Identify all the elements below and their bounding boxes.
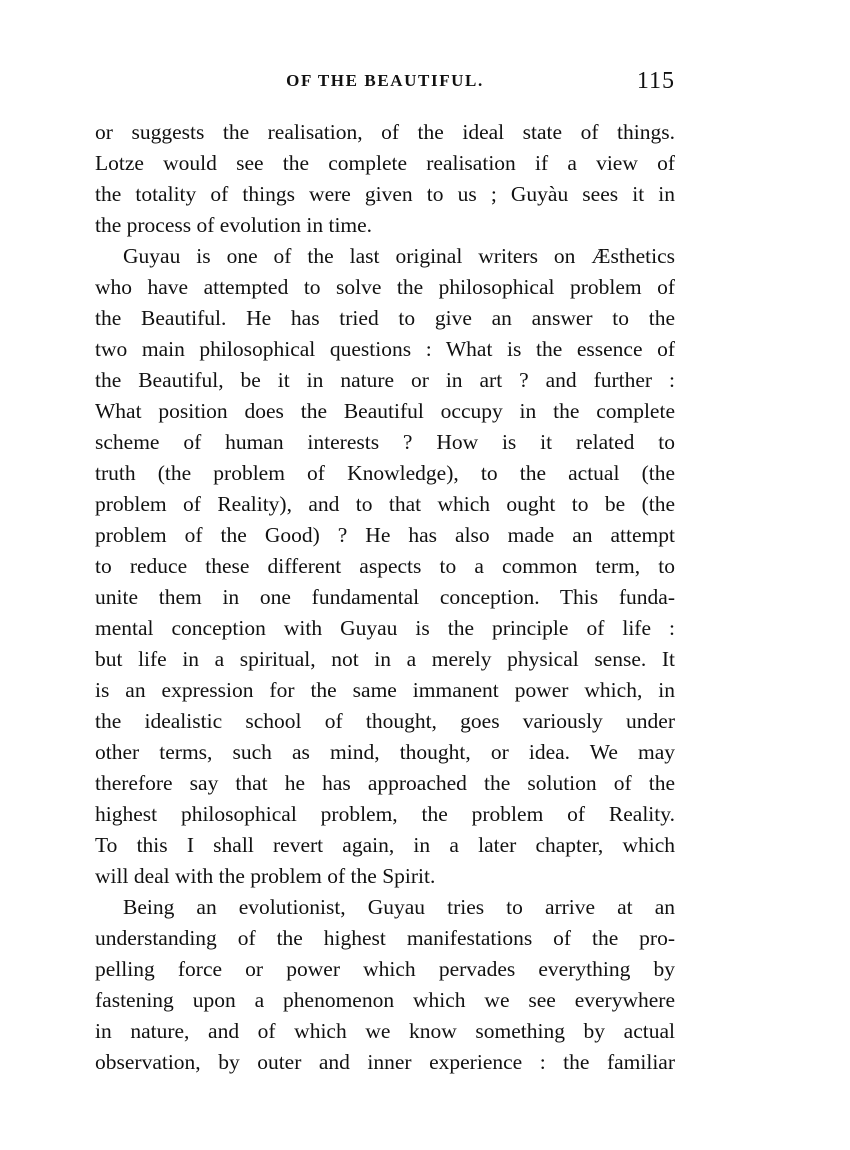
text-line: scheme of human interests ? How is it related to <box>95 430 675 454</box>
text-line: to reduce these different aspects to a common term, to <box>95 554 675 578</box>
text-line: but life in a spiritual, not in a merely physical sense. It <box>95 647 675 671</box>
text-line: unite them in one fundamental conception. This funda- <box>95 585 675 609</box>
text-line: understanding of the highest manifestations of the pro- <box>95 926 675 950</box>
text-line: the Beautiful, be it in nature or in art ? and further : <box>95 368 675 392</box>
text-line: mental conception with Guyau is the principle of life : <box>95 616 675 640</box>
text-line: fastening upon a phenomenon which we see everywhere <box>95 988 675 1012</box>
text-line: the idealistic school of thought, goes variously under <box>95 709 675 733</box>
text-line: Guyau is one of the last original writers on Æsthetics <box>123 244 675 268</box>
running-title: OF THE BEAUTIFUL. <box>286 71 484 90</box>
text-line: or suggests the realisation, of the ideal state of things. <box>95 120 675 144</box>
text-line: the process of evolution in time. <box>95 213 373 237</box>
text-line: problem of Reality), and to that which ought to be (the <box>95 492 675 516</box>
text-line: Being an evolutionist, Guyau tries to arrive at an <box>123 895 675 919</box>
text-line: Lotze would see the complete realisation if a view of <box>95 151 675 175</box>
page-number: 115 <box>636 68 675 94</box>
text-line: other terms, such as mind, thought, or idea. We may <box>95 740 675 764</box>
text-line: the Beautiful. He has tried to give an answer to the <box>95 306 675 330</box>
text-line: in nature, and of which we know something by actual <box>95 1019 675 1043</box>
text-line: observation, by outer and inner experience : the familiar <box>95 1050 675 1074</box>
text-line: two main philosophical questions : What is the essence of <box>95 337 675 361</box>
text-line: the totality of things were given to us ; Guyàu sees it in <box>95 182 675 206</box>
text-line: pelling force or power which pervades everything by <box>95 957 675 981</box>
body-text <box>95 117 675 1078</box>
text-line: highest philosophical problem, the problem of Reality. <box>95 802 675 826</box>
text-line: truth (the problem of Knowledge), to the actual (the <box>95 461 675 485</box>
text-line: who have attempted to solve the philosophical problem of <box>95 275 675 299</box>
text-line: What position does the Beautiful occupy in the complete <box>95 399 675 423</box>
text-line: To this I shall revert again, in a later chapter, which <box>95 833 675 857</box>
text-line: problem of the Good) ? He has also made an attempt <box>95 523 675 547</box>
running-head <box>95 64 675 98</box>
text-line: therefore say that he has approached the solution of the <box>95 771 675 795</box>
text-line: will deal with the problem of the Spirit. <box>95 864 436 888</box>
text-line: is an expression for the same immanent power which, in <box>95 678 675 702</box>
